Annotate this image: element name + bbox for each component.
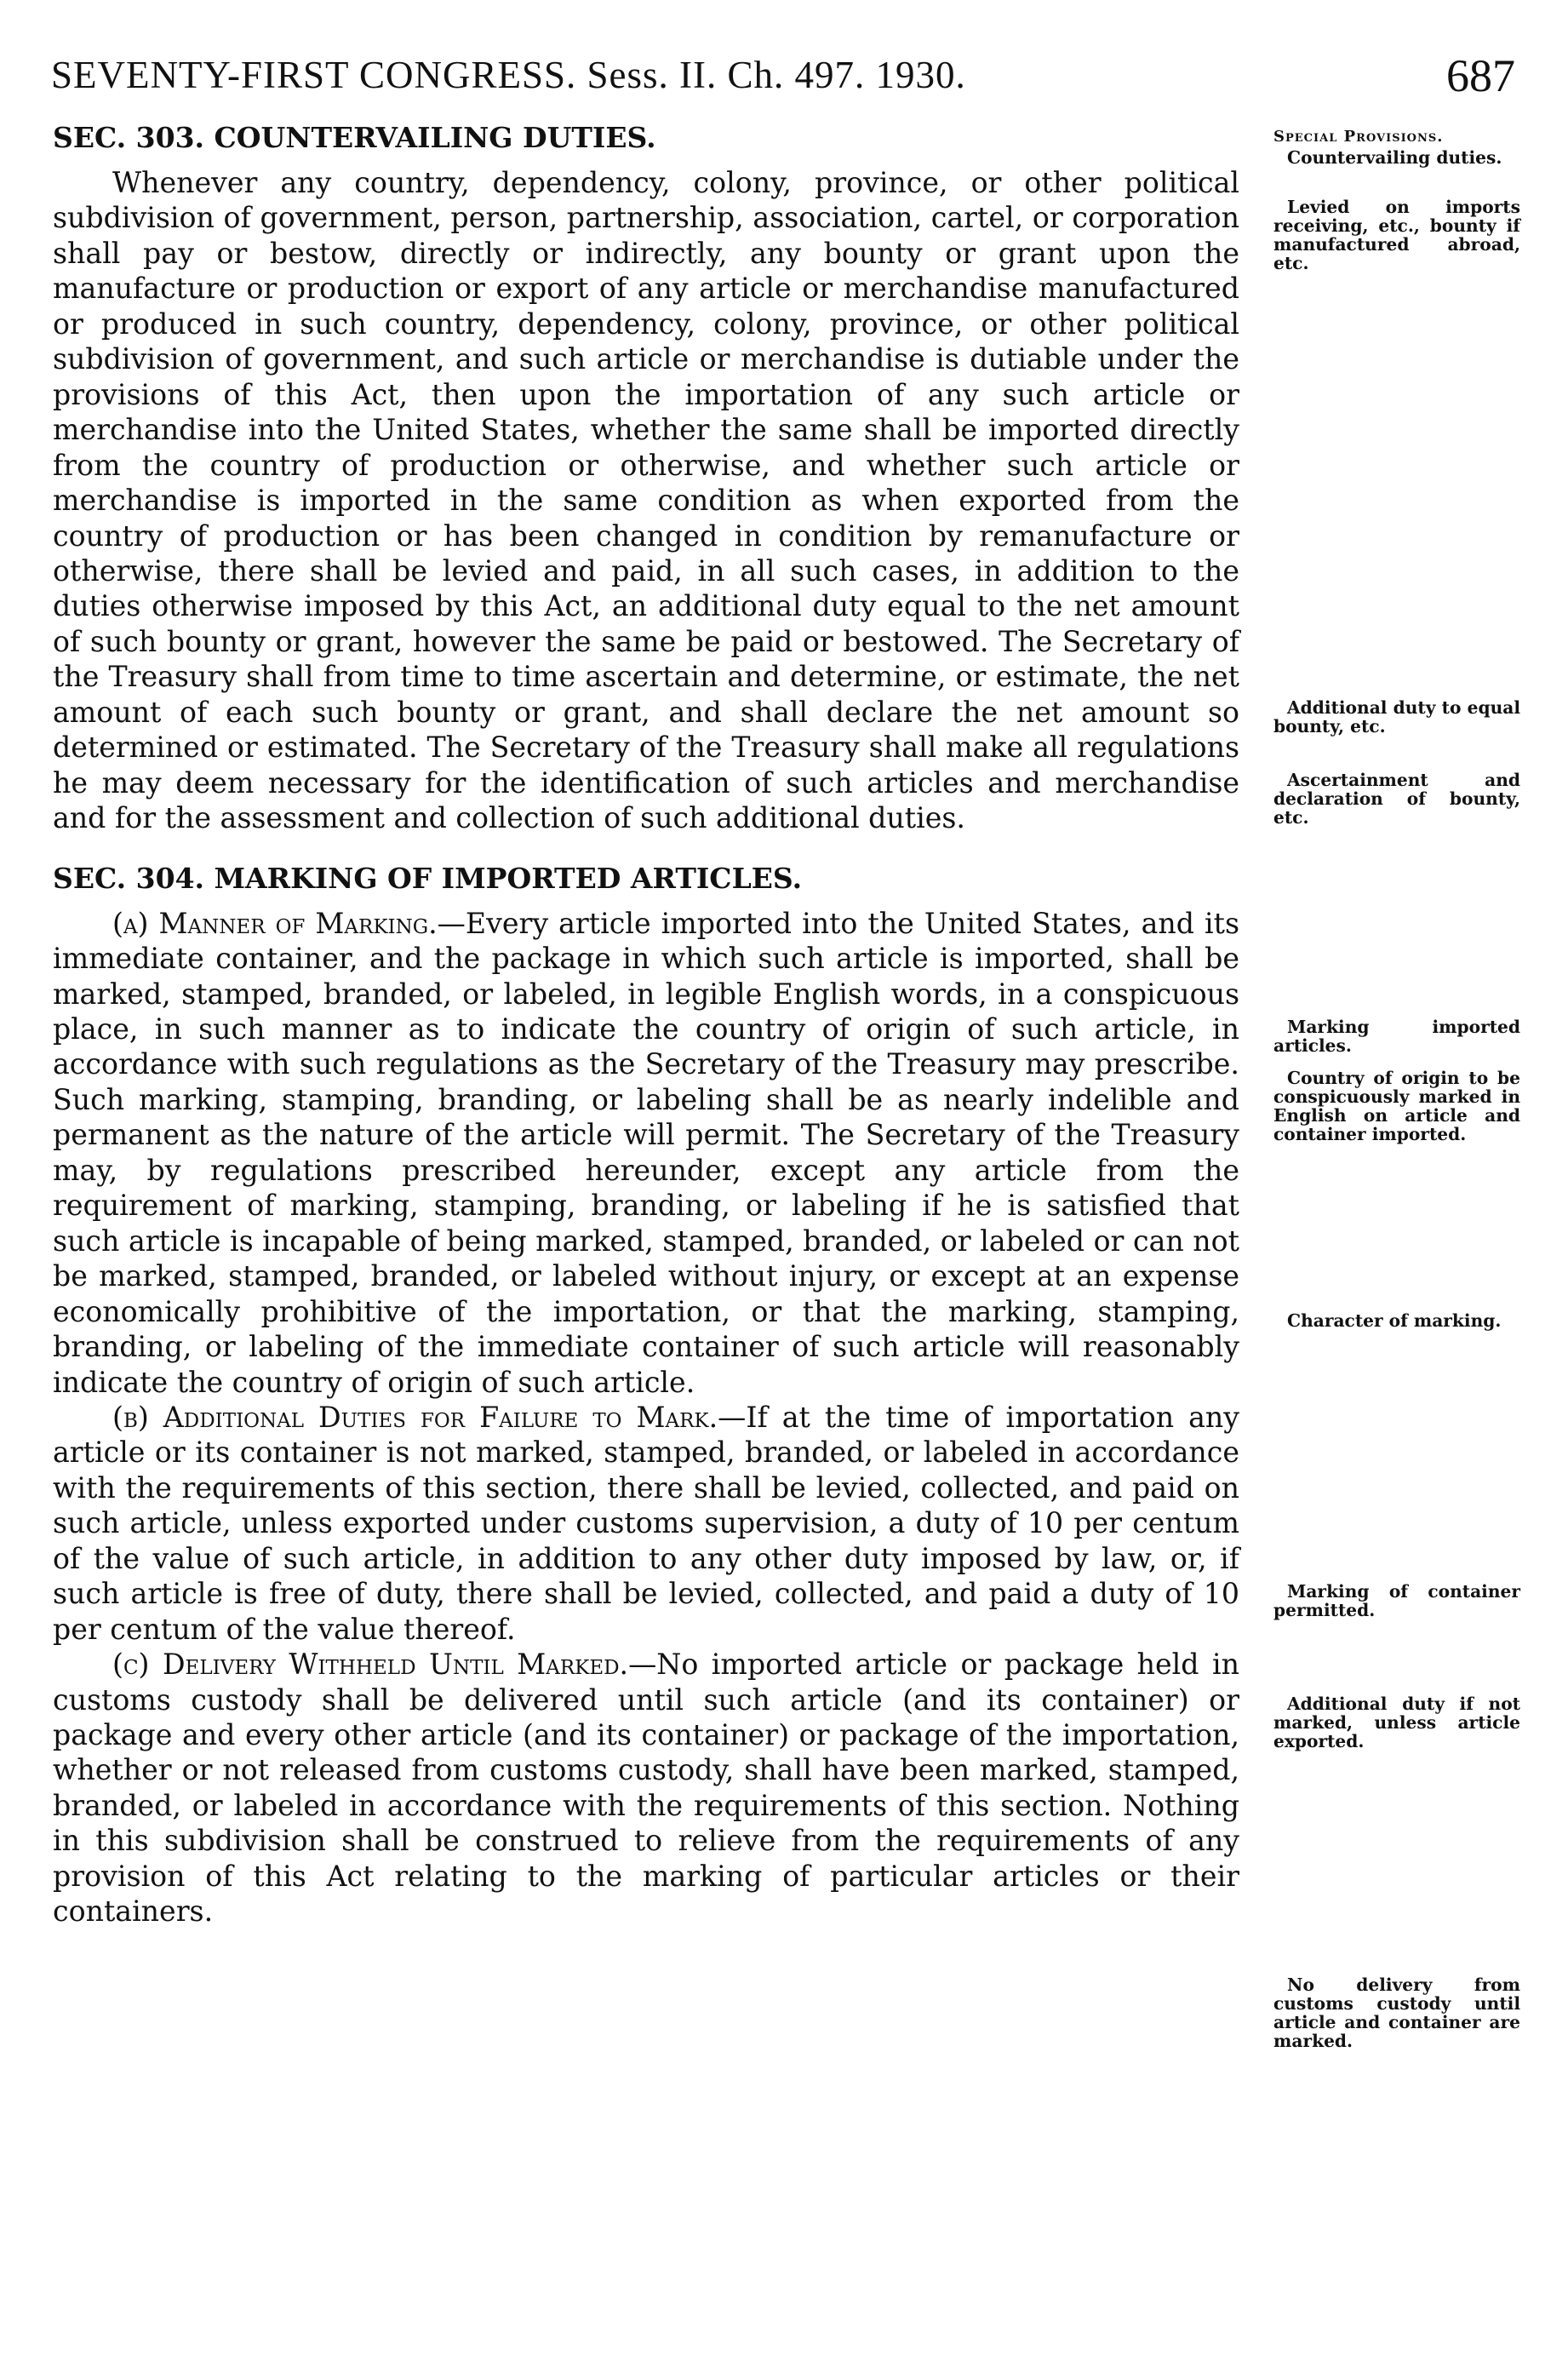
sidenote-marking-imported: Marking imported articles. (1273, 1017, 1520, 1056)
main-text-column (53, 119, 1239, 1929)
sidenote-ascertainment: Ascertainment and declaration of bounty, etc. (1273, 770, 1520, 828)
section-303-heading: SEC. 303. COUNTERVAILING DUTIES. (53, 121, 656, 154)
page-number: 687 (1446, 50, 1515, 101)
subsection-c (53, 1647, 1239, 1929)
subsection-a-label: (a) Manner of Marking. (112, 906, 438, 940)
subsection-c-text: —No imported article or package held in customs custody shall be delivered until such article (and its container) or package and every other article (and its container) or package of the importation, whether or not released from customs custody, shall have been marked, stamped, branded, or labeled in accordance with the requirements of this section. Nothing in this subdivision shall be construed to relieve from the requirements of any provision of this Act relating to the marking of particular articles or their containers. (53, 1648, 1239, 1929)
page-header (51, 50, 1515, 104)
section-304-heading: SEC. 304. MARKING OF IMPORTED ARTICLES. (53, 861, 803, 895)
sidenote-character: Character of marking. (1287, 1310, 1502, 1331)
subsection-c-label: (c) Delivery Withheld Until Marked. (112, 1648, 629, 1682)
running-head: SEVENTY-FIRST CONGRESS. Sess. II. Ch. 497. 1930. (51, 54, 966, 96)
subsection-b (53, 1400, 1239, 1647)
subsection-a-text: —Every article imported into the United States, and its immediate container, and the package in which such article is imported, shall be marked, stamped, branded, or labeled, in legible English words, in a conspicuous place, in such manner as to indicate the country of origin of such article, in accordance with such regulations as the Secretary of the Treasury may prescribe. Such marking, stamping, branding, or labeling shall be as nearly indelible and permanent as the nature of the article will permit. The Secretary of the Treasury may, by regulations prescribed hereunder, except any article from the requirement of marking, stamping, branding, or labeling if he is satisfied that such article is incapable of being marked, stamped, branded, or labeled or can not be marked, stamped, branded, or labeled without injury, or except at an expense economically prohibitive of the importation, or that the marking, stamping, branding, or labeling of the immediate container of such article will reasonably indicate the country of origin of such article. (53, 906, 1240, 1399)
sidenote-additional-not-marked: Additional duty if not marked, unless article exported. (1273, 1694, 1520, 1751)
sidenote-countervailing: Countervailing duties. (1287, 147, 1502, 168)
sidenote-marking-container: Marking of container permitted. (1273, 1581, 1520, 1620)
sidenote-special-provisions: Special Provisions. (1273, 128, 1444, 146)
sidenote-additional-duty: Additional duty to equal bounty, etc. (1273, 697, 1520, 737)
subsection-a (53, 906, 1239, 1400)
subsection-b-label: (b) Additional Duties for Failure to Mark. (112, 1400, 718, 1434)
sidenote-no-delivery: No delivery from customs custody until article and container are marked. (1273, 1975, 1520, 2051)
sidenote-levied: Levied on imports receiving, etc., bounty if manufactured abroad, etc. (1273, 197, 1520, 273)
section-303-text: Whenever any country, dependency, colony, province, or other political subdivision of government, person, partnership, association, cartel, or corporation shall pay or bestow, directly or indirectly, any bounty or grant upon the manufacture or production or export of any article or merchandise manufactured or produced in such country, dependency, colony, province, or other political subdivision of government, and such article or merchandise is dutiable under the provisions of this Act, then upon the importation of any such article or merchandise into the United States, whether the same shall be imported directly from the country of production or otherwise, and whether such article or merchandise is imported in the same condition as when exported from the country of production or has been changed in condition by remanufacture or otherwise, there shall be levied and paid, in all such cases, in addition to the duties otherwise imposed by this Act, an additional duty equal to the net amount of such bounty or grant, however the same be paid or bestowed. The Secretary of the Treasury shall from time to time ascertain and determine, or estimate, the net amount of each such bounty or grant, and shall declare the net amount so determined or estimated. The Secretary of the Treasury shall make all regulations he may deem necessary for the identification of such articles and merchandise and for the assessment and collection of such additional duties. (53, 166, 1239, 835)
sidenote-country-of-origin: Country of origin to be conspicuously marked in English on article and container imported. (1273, 1068, 1520, 1144)
subsection-b-text: —If at the time of importation any article or its container is not marked, stamped, branded, or labeled in accordance with the requirements of this section, there shall be levied, collected, and paid on such article, unless exported under customs supervision, a duty of 10 per centum of the value of such article, in addition to any other duty imposed by law, or, if such article is free of duty, there shall be levied, collected, and paid a duty of 10 per centum of the value thereof. (53, 1400, 1240, 1646)
